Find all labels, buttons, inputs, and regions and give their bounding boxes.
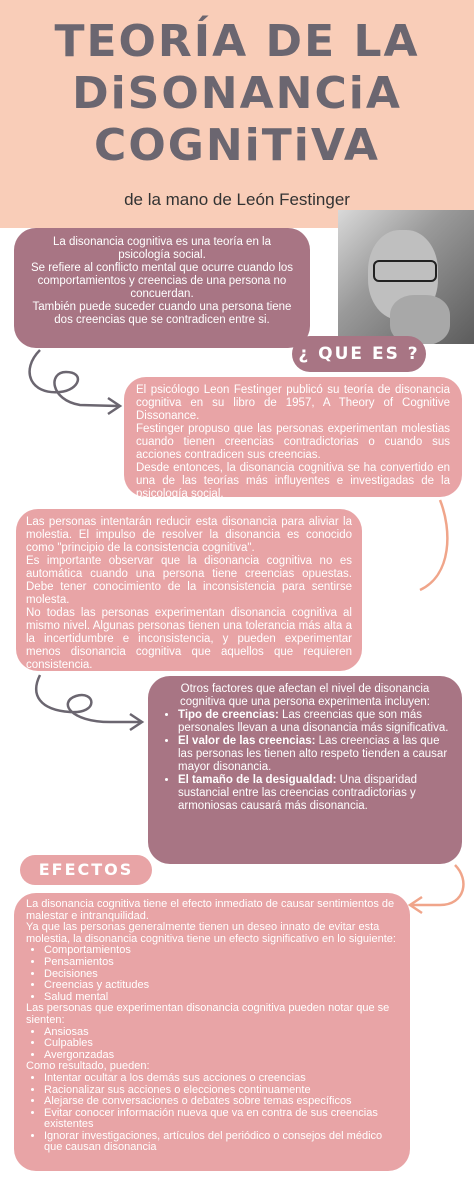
consistency-box bbox=[16, 509, 362, 671]
factor-term: Tipo de creencias: bbox=[178, 709, 279, 721]
intro-line-3: También puede suceder cuando una persona tiene dos creencias que se contradicen entre si. bbox=[32, 301, 292, 326]
effects-list-2 bbox=[26, 1027, 398, 1062]
arrow-light-1-icon bbox=[420, 500, 447, 590]
title-line-3: COGNiTiVA bbox=[94, 120, 380, 171]
factor-item bbox=[178, 735, 450, 774]
intro-line-2: Se refiere al conflicto mental que ocurre cuando los comportamientos y creencias de una persona no concuerdan. bbox=[30, 262, 294, 300]
festinger-line-3: Desde entonces, la disonancia cognitiva se ha convertido en una de las teorías más influyentes e investigadas de la psicología social. bbox=[136, 462, 450, 500]
efectos-badge bbox=[20, 855, 152, 885]
factors-intro: Otros factores que afectan el nivel de disonancia cognitiva que una persona experimenta incluyen: bbox=[180, 683, 430, 708]
title-line-2: DiSONANCiA bbox=[72, 68, 402, 119]
consistency-line-1: Las personas intentarán reducir esta disonancia para aliviar la molestia. El impulso de resolver la disonancia es conocido como "principio de la consistencia cognitiva". bbox=[26, 516, 352, 554]
intro-box bbox=[14, 228, 310, 348]
effects-list-item: • Creencias y actitudes bbox=[44, 980, 398, 992]
factors-box bbox=[148, 676, 462, 864]
effects-list-item: • Pensamientos bbox=[44, 957, 398, 969]
effects-list-1 bbox=[26, 945, 398, 1003]
effects-list-item: • Alejarse de conversaciones o debates sobre temas específicos bbox=[44, 1096, 398, 1108]
factor-item bbox=[178, 709, 450, 735]
effects-list-item: • Ignorar investigaciones, artículos del periódico o consejos del médico que causan disonancia bbox=[44, 1131, 398, 1154]
effects-p1: La disonancia cognitiva tiene el efecto inmediato de causar sentimientos de malestar e intranquilidad. bbox=[26, 898, 395, 922]
consistency-line-3: No todas las personas experimentan disonancia cognitiva al mismo nivel. Algunas personas tienen una tolerancia más alta a la incertidumbre e inconsistencia, y pueden experimentar menos disonancia cognitiva que aquellos que requieren consistencia. bbox=[26, 607, 352, 671]
factor-item bbox=[178, 774, 450, 813]
factor-term: El valor de las creencias: bbox=[178, 735, 316, 747]
effects-list-item: • Intentar ocultar a los demás sus acciones o creencias bbox=[44, 1073, 398, 1085]
effects-list-item: • Evitar conocer información nueva que va en contra de sus creencias existentes bbox=[44, 1108, 398, 1131]
festinger-line-2: Festinger propuso que las personas experimentan molestias cuando tienen creencias contradictorias o cuando sus acciones contradicen sus creencias. bbox=[136, 423, 450, 461]
effects-list-item: • Culpables bbox=[44, 1038, 398, 1050]
effects-p2: Ya que las personas generalmente tienen un deseo innato de evitar esta molestia, la disonancia cognitiva tiene un efecto significativo en lo siguiente: bbox=[26, 921, 396, 945]
effects-p3: Las personas que experimentan disonancia cognitiva pueden notar que se sienten: bbox=[26, 1002, 390, 1026]
effects-list-item: • Decisiones bbox=[44, 969, 398, 981]
effects-list-3 bbox=[26, 1073, 398, 1154]
factor-text: Las creencias a las que las personas les tienen alto respeto tienden a causar mayor disonancia. bbox=[178, 735, 448, 773]
arrow-dark-2-icon bbox=[36, 675, 140, 722]
intro-line-1: La disonancia cognitiva es una teoría en la psicología social. bbox=[52, 236, 271, 261]
festinger-box bbox=[124, 377, 462, 500]
factor-text: Una disparidad sustancial entre las creencias contradictorias y armoniosas causará más disonancia. bbox=[178, 774, 418, 812]
que-es-label: ¿ QUE ES ? bbox=[298, 344, 420, 364]
effects-p4: Como resultado, pueden: bbox=[26, 1060, 150, 1073]
factor-term: El tamaño de la desigualdad: bbox=[178, 774, 337, 786]
effects-list-item: • Salud mental bbox=[44, 992, 398, 1004]
factor-text: Las creencias que son más personales llevan a una disonancia más significativa. bbox=[178, 709, 449, 734]
festinger-line-1: El psicólogo Leon Festinger publicó su teoría de disonancia cognitiva en su libro de 1957, A Theory of Cognitive Dissonance. bbox=[136, 384, 450, 422]
effects-list-item: • Racionalizar sus acciones o elecciones continuamente bbox=[44, 1085, 398, 1097]
consistency-line-2: Es importante observar que la disonancia cognitiva no es automática cuando una persona tiene creencias opuestas. Debe tener conocimiento de la inconsistencia para sentirse molesta. bbox=[26, 555, 352, 606]
que-es-badge bbox=[292, 336, 426, 372]
effects-list-item: • Comportamientos bbox=[44, 945, 398, 957]
effects-list-item: • Avergonzadas bbox=[44, 1050, 398, 1062]
factors-list bbox=[160, 709, 450, 813]
efectos-label: EFECTOS bbox=[38, 860, 134, 879]
effects-box bbox=[14, 893, 410, 1171]
arrow-dark-1-icon bbox=[30, 350, 118, 406]
page-subtitle: de la mano de León Festinger bbox=[124, 190, 350, 209]
title-line-1: TEORÍA DE LA bbox=[54, 16, 420, 67]
effects-list-item: • Ansiosas bbox=[44, 1027, 398, 1039]
